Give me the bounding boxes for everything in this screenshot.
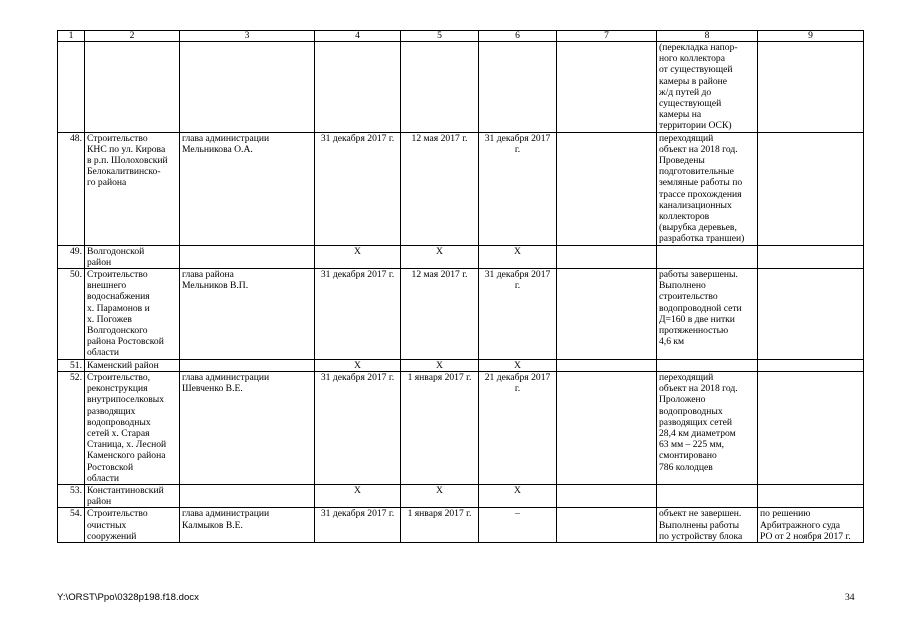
row-number: 54.	[58, 508, 85, 543]
status-cell-line: смонтировано	[659, 450, 717, 462]
start-date-cell: X	[401, 245, 479, 268]
planned-date-cell: X	[315, 484, 401, 507]
file-path: Y:\ORST\Ppo\0328p198.f18.docx	[57, 592, 199, 603]
status-cell-line: (вырубка деревьев,	[659, 222, 737, 234]
responsible-cell-line: Калмыков В.Е.	[182, 519, 243, 531]
object-name-cell	[85, 371, 180, 484]
responsible-cell-line: глава администрации	[182, 508, 270, 520]
object-name-cell-line: очистных	[87, 519, 127, 531]
object-name-cell	[85, 42, 180, 133]
object-name-cell-line: района Ростовской	[87, 336, 164, 348]
object-name-cell-line: сетей х. Старая	[87, 427, 150, 439]
object-name-cell-line: Константиновский	[87, 484, 164, 496]
status-cell-line: канализационных	[659, 199, 732, 211]
status-cell-line: 28,4 км диаметром	[659, 427, 736, 439]
row-number: 49.	[58, 245, 85, 268]
object-name-cell-line: Белокалитвинско-	[87, 166, 161, 178]
start-date-cell: 1 января 2017 г.	[401, 508, 479, 543]
start-date-cell: X	[401, 359, 479, 371]
planned-date-cell	[315, 42, 401, 133]
responsible-cell	[180, 484, 315, 507]
object-name-cell-line: район	[87, 256, 112, 268]
status-cell-line: камеры в районе	[659, 75, 728, 87]
status-cell-line: территории ОСК)	[659, 120, 732, 132]
start-date-cell: 1 января 2017 г.	[401, 371, 479, 484]
report-table	[57, 30, 864, 543]
end-date-cell: 21 декабря 2017 г.	[479, 371, 557, 484]
status-cell-line: переходящий	[659, 371, 714, 383]
table-row	[58, 245, 864, 268]
end-date-cell: X	[479, 484, 557, 507]
row-number	[58, 42, 85, 133]
column-number: 4	[315, 31, 401, 42]
column-number: 5	[401, 31, 479, 42]
planned-date-cell: 31 декабря 2017 г.	[315, 269, 401, 360]
object-name-cell-line: Каменского района	[87, 450, 166, 462]
status-cell	[657, 132, 758, 245]
table-row	[58, 359, 864, 371]
status-cell-line: 4,6 км	[659, 336, 685, 348]
object-name-cell	[85, 132, 180, 245]
note-cell-line: по решению	[760, 508, 811, 520]
row-number: 51.	[58, 359, 85, 371]
column-number-row	[58, 31, 864, 42]
status-cell-line: разработка траншеи)	[659, 233, 745, 245]
object-name-cell-line: области	[87, 472, 120, 484]
empty-cell	[557, 42, 657, 133]
note-cell	[758, 42, 864, 133]
row-number: 50.	[58, 269, 85, 360]
object-name-cell-line: внешнего	[87, 280, 127, 292]
note-cell	[758, 371, 864, 484]
responsible-cell-line: глава администрации	[182, 371, 270, 383]
status-cell-line: коллекторов	[659, 211, 710, 223]
responsible-cell	[180, 359, 315, 371]
planned-date-cell: 31 декабря 2017 г.	[315, 132, 401, 245]
table-row	[58, 371, 864, 484]
end-date-cell: –	[479, 508, 557, 543]
planned-date-cell: X	[315, 245, 401, 268]
page-number: 34	[845, 592, 855, 603]
responsible-cell	[180, 245, 315, 268]
column-number: 3	[180, 31, 315, 42]
object-name-cell	[85, 359, 180, 371]
status-cell-line: Д=160 в две нитки	[659, 313, 735, 325]
object-name-cell-line: реконструкция	[87, 383, 148, 395]
status-cell	[657, 484, 758, 507]
table-row	[58, 508, 864, 543]
status-cell-line: Выполнены работы	[659, 519, 740, 531]
object-name-cell-line: Строительство	[87, 269, 148, 281]
table-row	[58, 42, 864, 133]
start-date-cell: X	[401, 484, 479, 507]
object-name-cell-line: Волгодонской	[87, 245, 145, 257]
planned-date-cell: 31 декабря 2017 г.	[315, 508, 401, 543]
row-number: 52.	[58, 371, 85, 484]
object-name-cell-line: х. Парамонов и	[87, 302, 150, 314]
status-cell-line: Проведены	[659, 155, 705, 167]
end-date-cell	[479, 42, 557, 133]
table-row	[58, 132, 864, 245]
status-cell-line: водопроводных	[659, 405, 723, 417]
start-date-cell: 12 мая 2017 г.	[401, 269, 479, 360]
object-name-cell-line: КНС по ул. Кирова	[87, 143, 166, 155]
end-date-cell: X	[479, 245, 557, 268]
status-cell-line: ного коллектора	[659, 53, 725, 65]
status-cell	[657, 508, 758, 543]
column-number: 7	[557, 31, 657, 42]
column-number: 9	[758, 31, 864, 42]
status-cell-line: 786 колодцев	[659, 461, 713, 473]
empty-cell	[557, 132, 657, 245]
end-date-cell: 31 декабря 2017 г.	[479, 132, 557, 245]
object-name-cell	[85, 245, 180, 268]
status-cell-line: Выполнено	[659, 280, 706, 292]
status-cell-line: камеры на	[659, 109, 702, 121]
row-number: 48.	[58, 132, 85, 245]
object-name-cell-line: Ростовской	[87, 461, 134, 473]
empty-cell	[557, 359, 657, 371]
status-cell-line: по устройству блока	[659, 530, 743, 542]
object-name-cell-line: Строительство,	[87, 371, 151, 383]
object-name-cell-line: внутрипоселковых	[87, 394, 165, 406]
status-cell	[657, 42, 758, 133]
object-name-cell-line: Строительство	[87, 508, 148, 520]
note-cell-line: РО от 2 ноября 2017 г.	[760, 530, 851, 542]
status-cell-line: Проложено	[659, 394, 706, 406]
note-cell	[758, 359, 864, 371]
row-number: 53.	[58, 484, 85, 507]
status-cell-line: работы завершены.	[659, 269, 738, 281]
object-name-cell-line: го района	[87, 177, 127, 189]
start-date-cell	[401, 42, 479, 133]
object-name-cell-line: х. Погожев	[87, 313, 132, 325]
planned-date-cell: 31 декабря 2017 г.	[315, 371, 401, 484]
note-cell	[758, 484, 864, 507]
object-name-cell	[85, 508, 180, 543]
note-cell-line: Арбитражного суда	[760, 519, 841, 531]
column-number: 8	[657, 31, 758, 42]
status-cell-line: протяженностью	[659, 325, 729, 337]
object-name-cell-line: Каменский район	[87, 359, 159, 371]
responsible-cell	[180, 132, 315, 245]
end-date-cell: X	[479, 359, 557, 371]
status-cell	[657, 245, 758, 268]
planned-date-cell: X	[315, 359, 401, 371]
table-row	[58, 484, 864, 507]
status-cell-line: переходящий	[659, 132, 714, 144]
responsible-cell-line: глава района	[182, 269, 234, 281]
table-row	[58, 269, 864, 360]
empty-cell	[557, 484, 657, 507]
object-name-cell-line: разводящих	[87, 405, 136, 417]
status-cell-line: от существующей	[659, 64, 733, 76]
responsible-cell	[180, 371, 315, 484]
empty-cell	[557, 371, 657, 484]
note-cell	[758, 269, 864, 360]
status-cell-line: разводящих сетей	[659, 416, 733, 428]
responsible-cell-line: Мельников В.П.	[182, 280, 249, 292]
object-name-cell-line: Строительство	[87, 132, 148, 144]
object-name-cell	[85, 484, 180, 507]
note-cell	[758, 245, 864, 268]
object-name-cell-line: области	[87, 347, 120, 359]
column-number: 2	[85, 31, 180, 42]
status-cell-line: объект на 2018 год.	[659, 383, 738, 395]
status-cell-line: объект не завершен.	[659, 508, 742, 520]
status-cell-line: водопроводной сети	[659, 302, 742, 314]
status-cell-line: объект на 2018 год.	[659, 143, 738, 155]
empty-cell	[557, 245, 657, 268]
status-cell-line: строительство	[659, 291, 718, 303]
status-cell-line: подготовительные	[659, 166, 734, 178]
end-date-cell: 31 декабря 2017 г.	[479, 269, 557, 360]
note-cell	[758, 132, 864, 245]
object-name-cell-line: район	[87, 496, 112, 508]
object-name-cell-line: сооружений	[87, 530, 137, 542]
status-cell-line: трассе прохождения	[659, 188, 742, 200]
start-date-cell: 12 мая 2017 г.	[401, 132, 479, 245]
object-name-cell-line: водопроводных	[87, 416, 151, 428]
column-number: 1	[58, 31, 85, 42]
responsible-cell-line: Мельникова О.А.	[182, 143, 253, 155]
responsible-cell	[180, 269, 315, 360]
status-cell-line: (перекладка напор-	[659, 42, 738, 53]
status-cell-line: существующей	[659, 98, 722, 110]
object-name-cell	[85, 269, 180, 360]
note-cell	[758, 508, 864, 543]
status-cell-line: земляные работы по	[659, 177, 743, 189]
status-cell-line: 63 мм – 225 мм,	[659, 439, 725, 451]
object-name-cell-line: Волгодонского	[87, 325, 148, 337]
responsible-cell-line: глава администрации	[182, 132, 270, 144]
object-name-cell-line: водоснабжения	[87, 291, 150, 303]
responsible-cell	[180, 508, 315, 543]
status-cell	[657, 359, 758, 371]
empty-cell	[557, 269, 657, 360]
status-cell	[657, 371, 758, 484]
responsible-cell	[180, 42, 315, 133]
status-cell	[657, 269, 758, 360]
empty-cell	[557, 508, 657, 543]
status-cell-line: ж/д путей до	[659, 86, 712, 98]
column-number: 6	[479, 31, 557, 42]
object-name-cell-line: Станица, х. Лесной	[87, 439, 167, 451]
responsible-cell-line: Шевченко В.Е.	[182, 383, 243, 395]
object-name-cell-line: в р.п. Шолоховский	[87, 155, 168, 167]
